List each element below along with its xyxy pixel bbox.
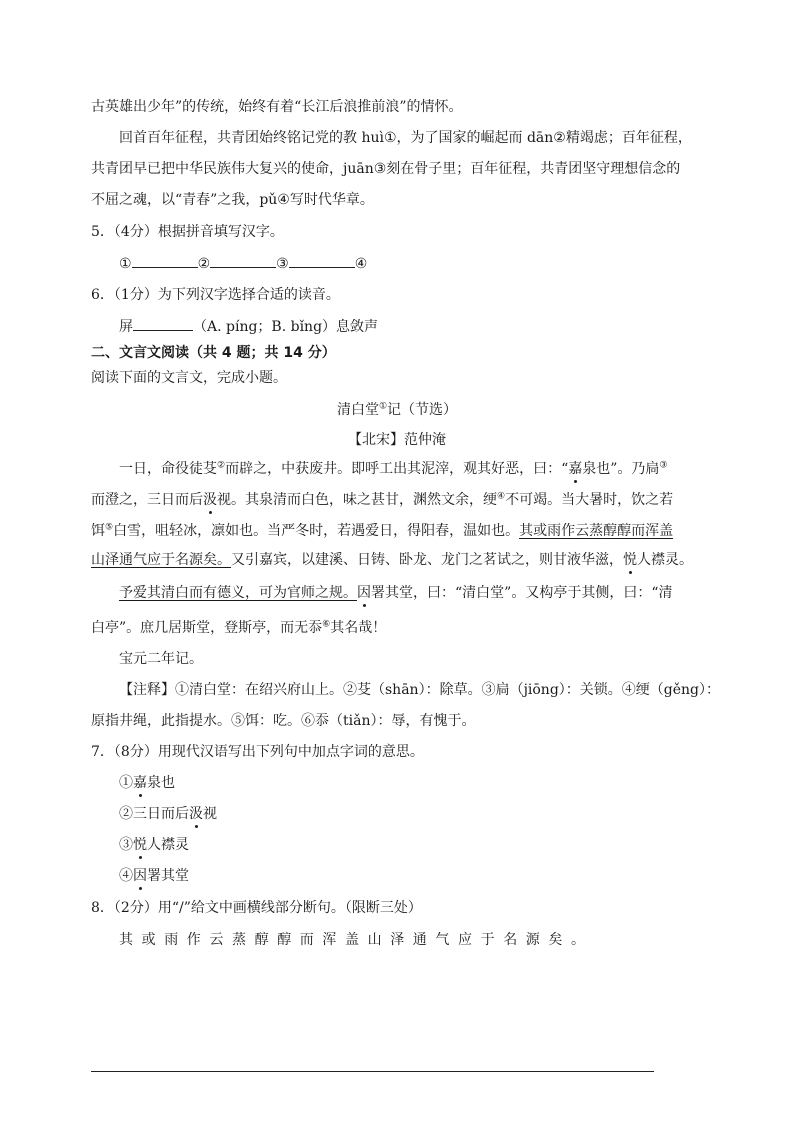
classical-line-3 xyxy=(91,521,673,541)
question-7: 7．（8分）用现代汉语写出下列句中加点字词的意思。 xyxy=(91,744,424,760)
text-run: 视。其泉清而白色，味之甚甘，渊然文余，绠 xyxy=(217,492,497,508)
underlined-text: 予爱其清白而有德义，可为官师之规。 xyxy=(119,585,357,601)
text-run: 其名哉！ xyxy=(330,620,387,636)
classical-title xyxy=(0,400,794,420)
target-char: 屏 xyxy=(119,319,133,335)
footer-rule xyxy=(91,1071,654,1072)
q8-sentence: 其或雨作云蒸醇醇而浑盖山泽通气应于名源矣。 xyxy=(119,932,594,948)
text-run: 而澄之，三日而后 xyxy=(91,492,203,508)
text-run: 人襟灵。 xyxy=(637,552,693,568)
classical-line-1 xyxy=(119,459,667,479)
text-run: 白亭”。庶几居斯堂，登斯亭，而无忝 xyxy=(91,620,323,636)
text-run: 又引嘉宾，以建溪、日铸、卧龙、龙门之茗试之，则甘液华滋， xyxy=(231,552,623,568)
dotted-word: 汲 xyxy=(203,492,217,508)
dotted-word: 因 xyxy=(357,585,371,601)
item-number: ② xyxy=(119,806,133,822)
text-run: 三日而后 xyxy=(133,806,189,822)
title-text-suffix: 记（节选） xyxy=(387,402,458,418)
classical-author: 【北宋】范仲淹 xyxy=(348,432,446,448)
note-marker: ⑤ xyxy=(105,522,114,533)
section-heading: 二、文言文阅读（共 4 题；共 14 分） xyxy=(91,345,336,361)
item-number: ③ xyxy=(119,837,133,853)
text-run: 饵 xyxy=(91,523,105,539)
passage-line-3: 共青团早已把中华民族伟大复兴的使命，juān③刻在骨子里；百年征程，共青团坚守理想信念的 xyxy=(91,161,681,177)
note-marker: ② xyxy=(217,460,226,471)
question-6: 6．（1分）为下列汉字选择合适的读音。 xyxy=(91,287,340,303)
classical-line-4 xyxy=(91,550,693,570)
question-6-answer-row xyxy=(119,316,378,337)
question-5: 5．（4分）根据拼音填写汉字。 xyxy=(91,224,284,240)
classical-date: 宝元二年记。 xyxy=(119,651,203,667)
underlined-text: 其或雨作云蒸醇醇而浑盖 xyxy=(519,523,674,539)
marker-2: ② xyxy=(197,256,211,272)
reading-options: （A. píng；B. bǐng）息敛声 xyxy=(193,319,379,335)
q7-item-4 xyxy=(119,866,189,886)
classical-line-2 xyxy=(91,490,673,510)
note-marker: ③ xyxy=(659,460,668,471)
notes-line-2: 原指井绳，此指提水。⑤饵：吃。⑥忝（tiǎn）：辱，有愧于。 xyxy=(91,713,476,729)
section-instruction: 阅读下面的文言文，完成小题。 xyxy=(91,370,287,386)
dotted-word: 悦 xyxy=(623,552,637,568)
text-run: 署其堂 xyxy=(147,868,189,884)
question-8: 8．（2分）用“/”给文中画横线部分断句。（限断三处） xyxy=(91,900,422,916)
answer-blank-3[interactable] xyxy=(289,253,355,268)
underlined-text: 山泽通气应于名源矣。 xyxy=(91,552,231,568)
text-run: 而辟之，中获废井。即呼工出其泥滓，观其好恶，曰：“ xyxy=(225,461,569,477)
question-5-answer-row xyxy=(119,253,367,274)
item-number: ④ xyxy=(119,868,133,884)
dotted-word: 悦 xyxy=(133,837,147,853)
passage-line-4: 不屈之魂，以“青春”之我，pǔ④写时代华章。 xyxy=(91,192,374,208)
dotted-word: 汲 xyxy=(189,806,203,822)
dotted-word: 嘉 xyxy=(568,461,583,477)
marker-1: ① xyxy=(119,256,132,272)
text-run: 视 xyxy=(203,806,217,822)
classical-line-6 xyxy=(91,618,386,638)
q7-item-1 xyxy=(119,773,175,793)
note-marker: ④ xyxy=(497,491,506,502)
marker-3: ③ xyxy=(276,256,289,272)
passage-line-2: 回首百年征程，共青团始终铭记党的教 huì①，为了国家的崛起而 dān②精竭虑；百年征程， xyxy=(119,130,692,146)
passage-line-1: 古英雄出少年”的传统，始终有着“长江后浪推前浪”的情怀。 xyxy=(91,99,463,115)
note-marker: ① xyxy=(378,401,388,412)
item-number: ① xyxy=(119,775,133,791)
dotted-word: 嘉 xyxy=(133,775,147,791)
text-run: 不可竭。当大暑时，饮之若 xyxy=(505,492,674,508)
dotted-word: 因 xyxy=(133,868,147,884)
answer-blank-2[interactable] xyxy=(210,253,276,268)
notes-line-1: 【注释】①清白堂：在绍兴府山上。②芟（shān）：除草。③扃（jiōng）：关锁。④绠（gěng）： xyxy=(119,682,721,698)
title-text: 清白堂 xyxy=(336,402,379,418)
text-run: 人襟灵 xyxy=(147,837,189,853)
answer-blank-q6[interactable] xyxy=(133,316,193,331)
text-run: 一日，命役徒芟 xyxy=(119,461,217,477)
q7-item-2 xyxy=(119,804,217,824)
text-run: 署其堂，曰：“清白堂”。又构亭于其侧，曰：“清 xyxy=(371,585,673,601)
q7-item-3 xyxy=(119,835,189,855)
text-run: 泉也 xyxy=(147,775,175,791)
answer-blank-1[interactable] xyxy=(132,253,198,268)
text-run: 泉也”。乃扃 xyxy=(582,461,660,477)
text-run: 白雪，咀轻冰，凛如也。当严冬时，若遇爱日，得阳春，温如也。 xyxy=(113,523,520,539)
note-marker: ⑥ xyxy=(322,619,331,630)
classical-line-5 xyxy=(119,583,672,603)
marker-4: ④ xyxy=(354,256,368,272)
